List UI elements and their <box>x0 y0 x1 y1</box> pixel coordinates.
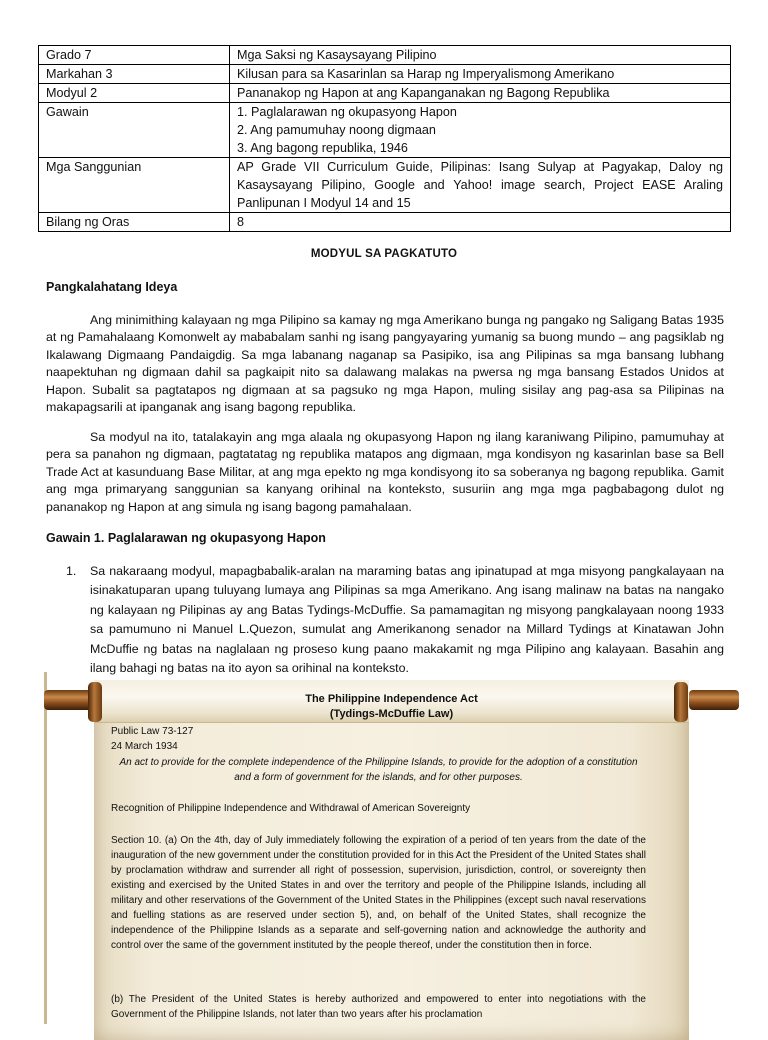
table-row <box>39 158 731 213</box>
row-label: Grado 7 <box>39 46 230 65</box>
scroll-knob-left <box>88 682 102 722</box>
list-item-text: Sa nakaraang modyul, mapagbabalik-aralan na maraming batas ang ipinatupad at mga misyong pangkalayaan na isinakatuparan upang tuluyang lumaya ang Pilipinas sa mga Amerikano. Ang isang malinaw na batas na nangako ng kalayaan ng Pilipinas ay ang Batas Tydings-McDuffie. Sa pamamagitan ng misyong pangkalayaan noong 1933 sa pamumuno ni Manuel L.Quezon, sumulat ang Amerikanong senador na Millard Tydings at Kinatawan John McDuffie ng batas na naglalaan ng proseso kung paano makakamit ng mga Pilipino ang kalayaan. Basahin ang ilang bahagi ng batas na ito ayon sa orihinal na konteksto. <box>90 564 724 676</box>
overview-paragraph-1: Ang minimithing kalayaan ng mga Pilipino sa kamay ng mga Amerikano bunga ng pangako ng Saligang Batas 1935 at ng Pamahalaang Komonwelt ay mababalam sanhi ng isang pangyayaring yumanig sa buong mundo – ang pagsiklab ng Ikalawang Digmaang Pandaigdig. Sa mga labanang naganap sa Pasipiko, isa ang Pilipinas sa mga bansang lubhang naapektuhan ng digmaan dahil sa pagkaipit nito sa dalawang malakas na pwersa ng mga bansang Estados Unidos at Hapon. Subalit sa pagtatapos ng digmaan at sa pagsuko ng mga Hapon, muling sisilay ang pag-asa sa Pilipinas na makapagsarili at ipanganak ang isang bagong republika. <box>46 313 724 415</box>
law-date: 24 March 1934 <box>111 741 178 752</box>
table-row <box>39 213 731 232</box>
table-row <box>39 65 731 84</box>
row-label: Markahan 3 <box>39 65 230 84</box>
row-value: Mga Saksi ng Kasaysayang Pilipino <box>230 46 731 65</box>
table-row <box>39 103 731 158</box>
law-title <box>104 692 679 722</box>
overview-paragraph-2: Sa modyul na ito, tatalakayin ang mga alaala ng okupasyong Hapon ng ilang karaniwang Pilipino, pamumuhay at pera sa panahon ng digmaan, pagtatatag ng republika matapos ang digmaan, mga kondisyon ng kasarinlan base sa Bell Trade Act at kasunduang Base Militar, at ang mga epekto ng mga kondisyong ito sa soberanya ng bagong republika. Gamit ang mga primaryang sanggunian sa kanyang orihinal na konteksto, susuriin ang mga mga pagbabagong dulot ng pananakop ng Hapon at ang simula ng isang bagong pamahalaan. <box>46 430 724 514</box>
module-info-table <box>38 45 731 232</box>
law-scroll-image <box>44 672 734 1024</box>
row-value: 8 <box>230 213 731 232</box>
scroll-rod-left <box>44 690 94 710</box>
law-section-10: Section 10. (a) On the 4th, day of July immediately following the expiration of a period of ten years from the date of the inauguration of the new government under the constitution provided for in this Act the President of the United States shall by proclamation withdraw and surrender all right of possession, supervision, jurisdiction, control, or sovereignty then existing and exercised by the United States in and over the territory and people of the Philippine Islands, including all military and other reservations of the Government of the United States in the Philippines (except such naval reservations and fuelling stations as are reserved under section 5), and, on behalf of the United States, shall recognize the independence of the Philippine Islands as a separate and self-governing nation and acknowledge the authority and control over the same of the government instituted by the people thereof, under the constitution then in force. <box>111 835 646 951</box>
law-summary: An act to provide for the complete independence of the Philippine Islands, to provide for the adoption of a constitution and a form of government for the islands, and for other purposes. <box>119 757 638 783</box>
row-value: 1. Paglalarawan ng okupasyong Hapon 2. Ang pamumuhay noong digmaan 3. Ang bagong republika, 1946 <box>230 103 731 158</box>
law-title-line2: (Tydings-McDuffie Law) <box>329 708 454 720</box>
scroll-rod-right <box>689 690 739 710</box>
table-row <box>39 84 731 103</box>
law-number: Public Law 73-127 <box>111 726 194 737</box>
module-title: MODYUL SA PAGKATUTO <box>310 248 458 260</box>
numbered-list <box>66 562 724 678</box>
scroll-edge <box>44 672 47 1024</box>
law-section-10b: (b) The President of the United States is hereby authorized and empowered to enter into negotiations with the Government of the Philippine Islands, not later than two years after his proclamation <box>111 994 646 1020</box>
law-title-line1: The Philippine Independence Act <box>305 693 478 705</box>
row-label: Gawain <box>39 103 230 158</box>
row-label: Modyul 2 <box>39 84 230 103</box>
row-value: AP Grade VII Curriculum Guide, Pilipinas: Isang Sulyap at Pagyakap, Daloy ng Kasaysayang Pilipino, Google and Yahoo! image search, Project EASE Araling Panlipunan I Modyul 14 and 15 <box>230 158 731 213</box>
row-label: Bilang ng Oras <box>39 213 230 232</box>
list-number: 1. <box>66 564 77 578</box>
law-section-heading: Recognition of Philippine Independence and Withdrawal of American Sovereignty <box>111 803 471 814</box>
table-row <box>39 46 731 65</box>
row-value: Pananakop ng Hapon at ang Kapanganakan ng Bagong Republika <box>230 84 731 103</box>
overview-heading: Pangkalahatang Ideya <box>46 280 178 294</box>
row-value: Kilusan para sa Kasarinlan sa Harap ng Imperyalismong Amerikano <box>230 65 731 84</box>
row-label: Mga Sanggunian <box>39 158 230 213</box>
activity-heading: Gawain 1. Paglalarawan ng okupasyong Hapon <box>46 531 326 545</box>
